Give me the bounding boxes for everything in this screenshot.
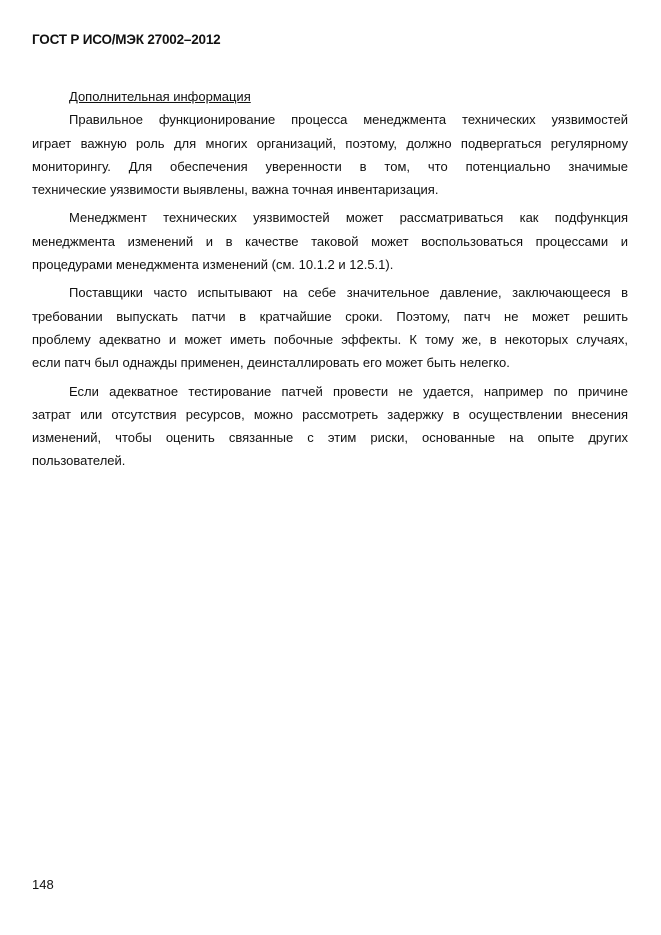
document-body bbox=[32, 85, 628, 478]
paragraph bbox=[32, 281, 628, 374]
paragraph-line: процедурами менеджмента изменений (см. 10.1.2 и 12.5.1). bbox=[32, 257, 394, 273]
paragraph-line: менеджмента изменений и в качестве таковой может воспользоваться процессами и bbox=[32, 233, 628, 249]
paragraph-line: затрат или отсутствия ресурсов, можно рассмотреть задержку в осуществлении внесения bbox=[32, 406, 628, 422]
paragraph-line: проблему адекватно и может иметь побочные эффекты. К тому же, в некоторых случаях, bbox=[32, 331, 628, 347]
paragraph-line: Менеджмент технических уязвимостей может рассматриваться как подфункция bbox=[69, 210, 628, 226]
paragraph-line: мониторингу. Для обеспечения уверенности в том, что потенциально значимые bbox=[32, 158, 628, 174]
paragraph-line: Поставщики часто испытывают на себе значительное давление, заключающееся в bbox=[69, 285, 628, 301]
paragraph-line: требовании выпускать патчи в кратчайшие сроки. Поэтому, патч не может решить bbox=[32, 308, 628, 324]
paragraphs bbox=[32, 108, 628, 472]
paragraph bbox=[32, 380, 628, 473]
paragraph-line: играет важную роль для многих организаций, поэтому, должно подвергаться регулярному bbox=[32, 135, 628, 151]
document-header: ГОСТ Р ИСО/МЭК 27002–2012 bbox=[32, 32, 221, 47]
paragraph bbox=[32, 206, 628, 276]
paragraph-line: пользователей. bbox=[32, 453, 126, 469]
paragraph-line: Правильное функционирование процесса менеджмента технических уязвимостей bbox=[69, 112, 628, 128]
paragraph-line: Если адекватное тестирование патчей провести не удается, например по причине bbox=[69, 383, 628, 399]
paragraph-line: изменений, чтобы оценить связанные с этим риски, основанные на опыте других bbox=[32, 430, 628, 446]
paragraph-line: технические уязвимости выявлены, важна точная инвентаризация. bbox=[32, 182, 439, 198]
paragraph bbox=[32, 108, 628, 201]
paragraph-line: если патч был однажды применен, деинсталлировать его может быть нелегко. bbox=[32, 355, 510, 371]
page-number: 148 bbox=[32, 877, 54, 892]
section-heading: Дополнительная информация bbox=[69, 89, 251, 104]
